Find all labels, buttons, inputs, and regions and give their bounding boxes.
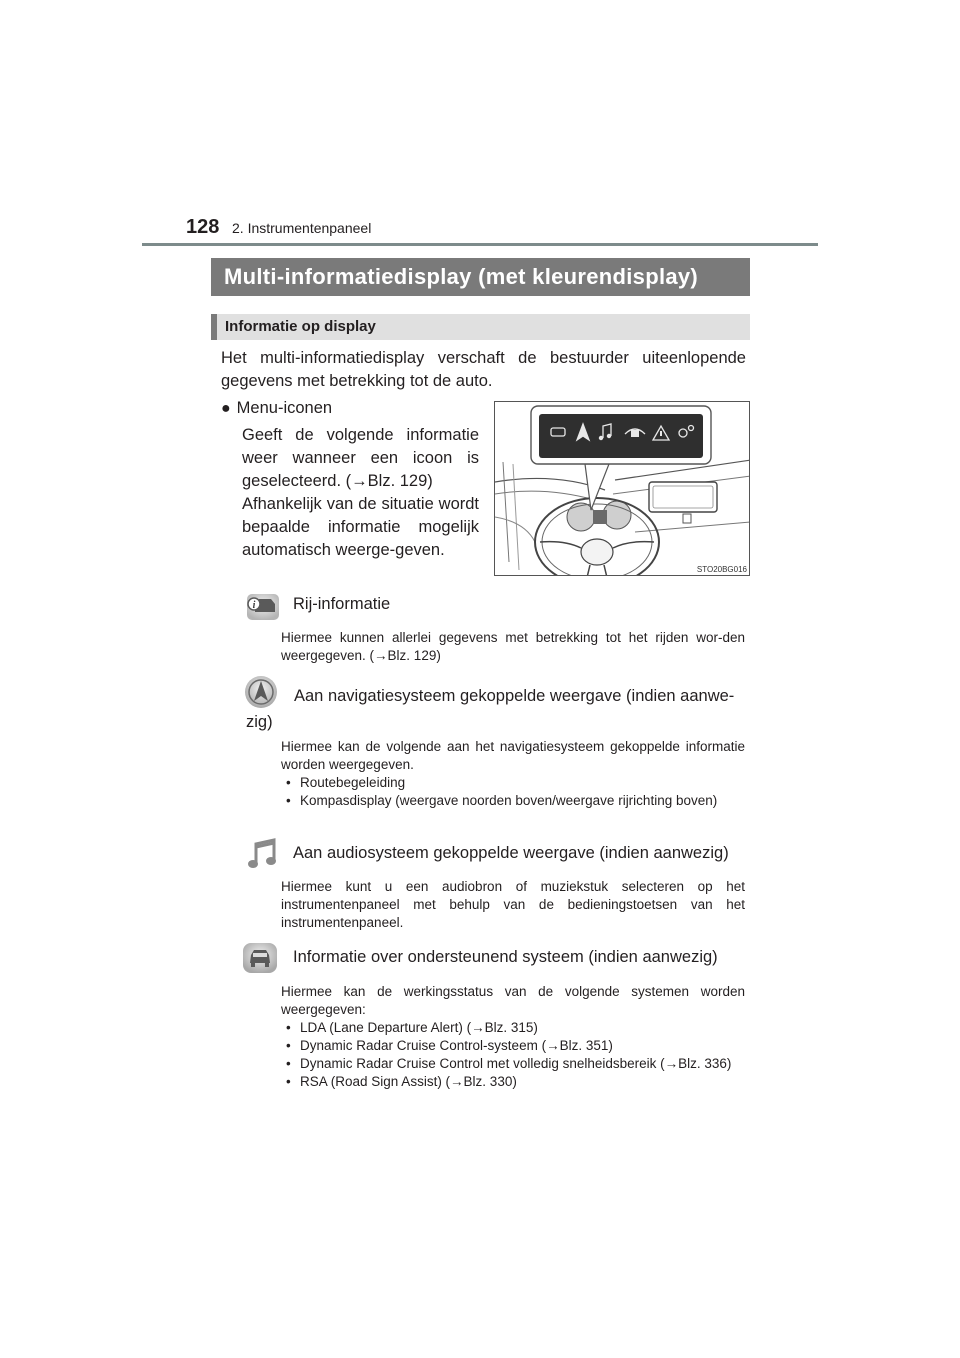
menu-line: Afhankelijk van de situatie wordt bepaalde informatie mogelijk automatisch weerge-geven. [242, 495, 479, 559]
dashboard-figure [494, 401, 750, 576]
bullet-list-navigatie [281, 774, 745, 810]
menu-description [242, 424, 479, 562]
item-description-ondersteunend: Hiermee kan de werkingsstatus van de volgende systemen worden weergegeven: [281, 984, 745, 1017]
car-info-icon [246, 590, 280, 629]
item-title-ondersteunend: Informatie over ondersteunend systeem (indien aanwezig) [293, 948, 718, 966]
list-item: • Dynamic Radar Cruise Control-systeem (→Blz. 351) [281, 1037, 745, 1055]
item-body-ondersteunend [281, 983, 745, 1091]
list-item: • Dynamic Radar Cruise Control met volledig snelheidsbereik (→Blz. 336) [281, 1055, 745, 1073]
list-item: • RSA (Road Sign Assist) (→Blz. 330) [281, 1073, 745, 1091]
menu-line: Geeft de volgende informatie weer wanneer een icoon is geselecteerd. (→Blz. 129) [242, 426, 479, 490]
chapter-title: 2. Instrumentenpaneel [232, 220, 372, 236]
list-item: • LDA (Lane Departure Alert) (→Blz. 315) [281, 1019, 745, 1037]
list-item: • Routebegeleiding [281, 774, 745, 792]
list-item: • Kompasdisplay (weergave noorden boven/weergave rijrichting boven) [281, 792, 745, 810]
header-divider [142, 243, 818, 246]
section-title: Multi-informatiedisplay (met kleurendisplay) [211, 258, 750, 296]
driver-assist-icon [242, 941, 278, 980]
item-description-audio: Hiermee kunt u een audiobron of muziekstuk selecteren op het instrumentenpaneel met behulp van de bedieningstoetsen van het instrumentenpaneel. [281, 879, 745, 930]
bullet-icon: ● [221, 400, 231, 417]
svg-text:i: i [252, 600, 256, 611]
intro-paragraph: Het multi-informatiedisplay verschaft de bestuurder uiteenlopende gegevens met betrekking tot de auto. [221, 349, 746, 390]
item-body-navigatie [281, 738, 745, 810]
dashboard-illustration [495, 402, 750, 576]
item-title-navigatie: Aan navigatiesysteem gekoppelde weergave (indien aanwe-zig) [246, 687, 735, 731]
item-description-rij-informatie: Hiermee kunnen allerlei gegevens met betrekking tot het rijden wor-den weergegeven. (→Blz. 129) [281, 630, 745, 663]
subsection-title: Informatie op display [211, 314, 750, 340]
item-title-audio: Aan audiosysteem gekoppelde weergave (indien aanwezig) [293, 844, 729, 862]
bullet-list-ondersteunend [281, 1019, 745, 1091]
page-number: 128 [186, 216, 220, 238]
item-title-rij-informatie: Rij-informatie [293, 595, 391, 613]
figure-code: STO20BG016 [696, 565, 747, 574]
item-description-navigatie: Hiermee kan de volgende aan het navigatiesysteem gekoppelde informatie worden weergegeven. [281, 739, 745, 772]
menu-heading [221, 397, 332, 420]
menu-heading-text: Menu-iconen [236, 399, 333, 417]
music-note-icon [246, 836, 280, 875]
